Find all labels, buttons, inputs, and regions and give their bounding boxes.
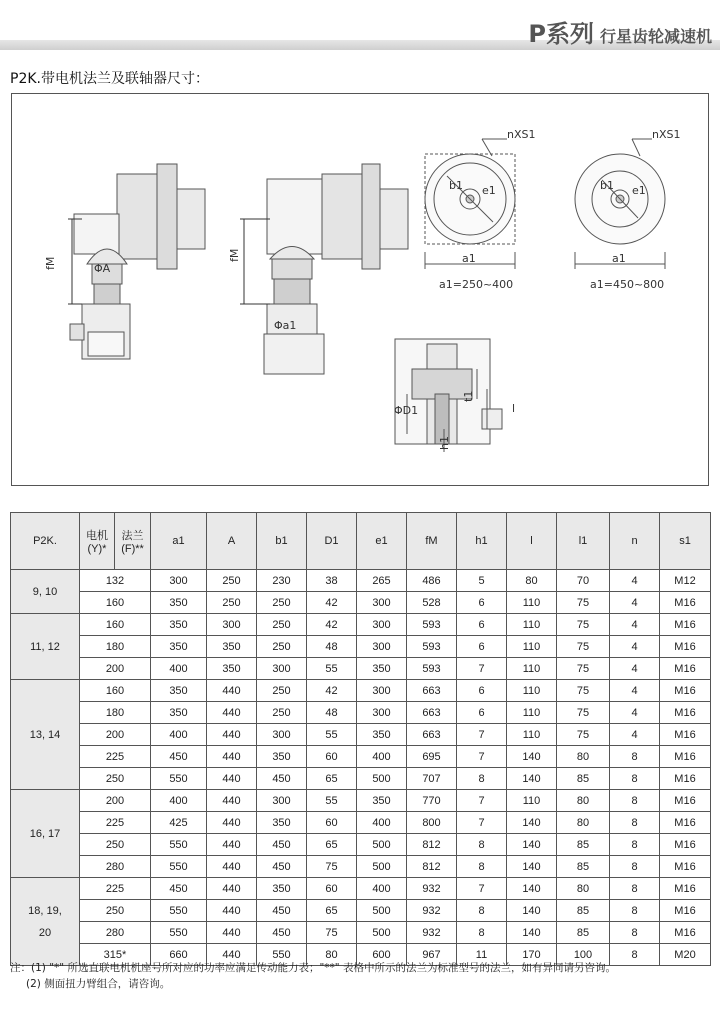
col-header-p2k: P2K. xyxy=(11,513,80,570)
table-cell: 80 xyxy=(557,878,610,900)
footnotes xyxy=(10,960,616,992)
table-cell: 695 xyxy=(407,746,457,768)
label-e1-a: e1 xyxy=(482,184,496,197)
group-label-line: 18, 19, xyxy=(28,904,62,917)
table-cell: 8 xyxy=(457,900,507,922)
page-header xyxy=(0,0,720,60)
flange-view-a xyxy=(425,139,515,269)
table-cell: M16 xyxy=(660,856,711,878)
table-row xyxy=(11,680,711,702)
motor-size-cell: 200 xyxy=(80,724,151,746)
table-cell: 85 xyxy=(557,768,610,790)
group-label xyxy=(11,790,80,878)
table-cell: 450 xyxy=(257,768,307,790)
group-label xyxy=(11,680,80,790)
table-cell: 75 xyxy=(557,592,610,614)
col-header-motor xyxy=(80,513,115,570)
coupling-section xyxy=(395,339,502,452)
table-cell: 80 xyxy=(557,746,610,768)
table-cell: 300 xyxy=(151,570,207,592)
table-cell: 42 xyxy=(307,592,357,614)
table-cell: M16 xyxy=(660,680,711,702)
table-cell: 8 xyxy=(457,856,507,878)
table-cell: 300 xyxy=(257,724,307,746)
motor-size-cell: 250 xyxy=(80,834,151,856)
table-cell: 350 xyxy=(257,878,307,900)
col-header: l xyxy=(507,513,557,570)
label-b1-a: b1 xyxy=(449,179,463,192)
motor-size-cell: 250 xyxy=(80,768,151,790)
table-cell: 60 xyxy=(307,812,357,834)
table-cell: 300 xyxy=(357,636,407,658)
table-cell: 80 xyxy=(557,790,610,812)
table-cell: 932 xyxy=(407,922,457,944)
technical-drawing xyxy=(11,93,709,486)
col-header: s1 xyxy=(660,513,711,570)
dimension-table xyxy=(10,512,711,966)
table-cell: M16 xyxy=(660,834,711,856)
table-cell: M20 xyxy=(660,944,711,966)
table-cell: 812 xyxy=(407,834,457,856)
table-cell: 110 xyxy=(507,680,557,702)
motor-size-cell: 225 xyxy=(80,878,151,900)
table-cell: 350 xyxy=(257,746,307,768)
col-header-flange xyxy=(115,513,151,570)
table-row xyxy=(11,702,711,724)
table-cell: 6 xyxy=(457,680,507,702)
table-cell: 75 xyxy=(557,658,610,680)
table-cell: 48 xyxy=(307,636,357,658)
group-label-line: 9, 10 xyxy=(32,585,58,598)
motor-size-cell: 225 xyxy=(80,812,151,834)
motor-size-cell: 132 xyxy=(80,570,151,592)
table-cell: 110 xyxy=(507,592,557,614)
table-cell: 350 xyxy=(207,658,257,680)
table-cell: 500 xyxy=(357,834,407,856)
table-cell: 932 xyxy=(407,878,457,900)
table-cell: 450 xyxy=(257,900,307,922)
label-h1: h1 xyxy=(438,436,451,450)
table-cell: 60 xyxy=(307,746,357,768)
table-cell: M16 xyxy=(660,614,711,636)
flange-code: (F)** xyxy=(121,543,144,555)
table-cell: 4 xyxy=(610,636,660,658)
label-l: l xyxy=(512,402,516,415)
table-cell: 450 xyxy=(151,746,207,768)
table-cell: 250 xyxy=(207,570,257,592)
table-cell: 440 xyxy=(207,900,257,922)
table-cell: 8 xyxy=(610,900,660,922)
table-cell: 440 xyxy=(207,834,257,856)
table-cell: 500 xyxy=(357,922,407,944)
label-e1-b: e1 xyxy=(632,184,646,197)
gearbox-view-middle xyxy=(240,164,408,374)
table-cell: 38 xyxy=(307,570,357,592)
motor-size-cell: 200 xyxy=(80,658,151,680)
table-cell: 550 xyxy=(151,834,207,856)
table-cell: M16 xyxy=(660,878,711,900)
table-cell: 75 xyxy=(557,680,610,702)
table-cell: 350 xyxy=(357,724,407,746)
table-row xyxy=(11,614,711,636)
table-cell: M16 xyxy=(660,922,711,944)
table-cell: 4 xyxy=(610,724,660,746)
table-header-row xyxy=(11,513,711,570)
table-body xyxy=(11,570,711,966)
table-cell: 65 xyxy=(307,900,357,922)
footnote-1: 注：(1) "*" 所选直联电机机座号所对应的功率应满足传动能力表；"**" 表格中所示的法兰为标准型号的法兰，如有异同请另咨询。 xyxy=(10,962,616,974)
table-cell: 140 xyxy=(507,746,557,768)
table-cell: 42 xyxy=(307,614,357,636)
label-range-a: a1=250~400 xyxy=(439,278,514,291)
table-row xyxy=(11,724,711,746)
table-cell: 350 xyxy=(357,790,407,812)
table-cell: 350 xyxy=(207,636,257,658)
series-subtitle: 行星齿轮减速机 xyxy=(599,27,712,46)
table-cell: M16 xyxy=(660,724,711,746)
table-cell: M16 xyxy=(660,636,711,658)
table-cell: 140 xyxy=(507,834,557,856)
table-cell: 350 xyxy=(151,592,207,614)
table-row xyxy=(11,922,711,944)
table-cell: 440 xyxy=(207,944,257,966)
motor-label: 电机 xyxy=(86,530,108,542)
table-cell: 450 xyxy=(257,834,307,856)
table-cell: 350 xyxy=(151,680,207,702)
table-cell: 500 xyxy=(357,856,407,878)
motor-size-cell: 180 xyxy=(80,702,151,724)
table-cell: 350 xyxy=(151,702,207,724)
series-name: P系列 xyxy=(528,20,594,48)
table-cell: 7 xyxy=(457,812,507,834)
group-label-line: 11, 12 xyxy=(30,640,60,653)
table-cell: 486 xyxy=(407,570,457,592)
table-cell: 8 xyxy=(610,878,660,900)
table-cell: 65 xyxy=(307,834,357,856)
table-cell: 140 xyxy=(507,878,557,900)
table-cell: 70 xyxy=(557,570,610,592)
group-label-line: 16, 17 xyxy=(29,827,61,840)
table-row xyxy=(11,636,711,658)
label-range-b: a1=450~800 xyxy=(590,278,665,291)
table-cell: 593 xyxy=(407,614,457,636)
table-cell: 4 xyxy=(610,570,660,592)
table-cell: 663 xyxy=(407,724,457,746)
table-cell: 440 xyxy=(207,724,257,746)
table-cell: 300 xyxy=(207,614,257,636)
table-cell: 300 xyxy=(257,790,307,812)
table-cell: 250 xyxy=(257,702,307,724)
table-cell: 6 xyxy=(457,636,507,658)
table-cell: 8 xyxy=(610,746,660,768)
group-label xyxy=(11,878,80,966)
table-cell: 65 xyxy=(307,768,357,790)
table-cell: 60 xyxy=(307,878,357,900)
motor-size-cell: 160 xyxy=(80,680,151,702)
table-cell: M16 xyxy=(660,768,711,790)
table-cell: 42 xyxy=(307,680,357,702)
table-cell: M16 xyxy=(660,900,711,922)
table-cell: 4 xyxy=(610,658,660,680)
table-cell: 8 xyxy=(610,768,660,790)
gearbox-view-left xyxy=(68,164,205,359)
table-row xyxy=(11,768,711,790)
table-cell: 75 xyxy=(557,702,610,724)
motor-size-cell: 225 xyxy=(80,746,151,768)
table-cell: 250 xyxy=(257,614,307,636)
table-row xyxy=(11,570,711,592)
table-cell: 110 xyxy=(507,790,557,812)
group-label xyxy=(11,614,80,680)
table-cell: 300 xyxy=(257,658,307,680)
table-cell: 8 xyxy=(610,856,660,878)
table-cell: 7 xyxy=(457,790,507,812)
table-cell: 400 xyxy=(357,746,407,768)
table-cell: 350 xyxy=(151,636,207,658)
table-cell: 250 xyxy=(257,680,307,702)
table-cell: 400 xyxy=(357,812,407,834)
table-cell: M16 xyxy=(660,746,711,768)
table-cell: 663 xyxy=(407,702,457,724)
label-nxs1-a: nXS1 xyxy=(507,128,536,141)
table-row xyxy=(11,834,711,856)
table-cell: 800 xyxy=(407,812,457,834)
motor-size-cell: 160 xyxy=(80,614,151,636)
table-cell: 300 xyxy=(357,592,407,614)
group-label-line: 20 xyxy=(38,926,52,939)
table-cell: 550 xyxy=(151,922,207,944)
table-cell: 7 xyxy=(457,658,507,680)
table-cell: 265 xyxy=(357,570,407,592)
table-cell: 663 xyxy=(407,680,457,702)
table-cell: M16 xyxy=(660,702,711,724)
table-cell: 4 xyxy=(610,702,660,724)
table-cell: 425 xyxy=(151,812,207,834)
table-cell: M16 xyxy=(660,812,711,834)
table-cell: 770 xyxy=(407,790,457,812)
series-title xyxy=(528,14,712,49)
table-cell: 250 xyxy=(257,592,307,614)
table-cell: 85 xyxy=(557,922,610,944)
table-cell: 8 xyxy=(457,768,507,790)
table-cell: 8 xyxy=(457,834,507,856)
table-cell: 6 xyxy=(457,592,507,614)
table-cell: 350 xyxy=(357,658,407,680)
label-a1-a: a1 xyxy=(462,252,476,265)
table-cell: 350 xyxy=(151,614,207,636)
col-header: b1 xyxy=(257,513,307,570)
table-cell: 75 xyxy=(557,614,610,636)
table-row xyxy=(11,856,711,878)
col-header: l1 xyxy=(557,513,610,570)
table-row xyxy=(11,900,711,922)
table-cell: 250 xyxy=(207,592,257,614)
table-cell: 5 xyxy=(457,570,507,592)
table-row xyxy=(11,790,711,812)
table-cell: 350 xyxy=(257,812,307,834)
table-cell: 8 xyxy=(610,922,660,944)
table-cell: 55 xyxy=(307,790,357,812)
label-t1: t1 xyxy=(462,390,475,402)
table-cell: 4 xyxy=(610,614,660,636)
table-cell: 140 xyxy=(507,812,557,834)
motor-size-cell: 200 xyxy=(80,790,151,812)
table-cell: 550 xyxy=(151,768,207,790)
table-cell: 85 xyxy=(557,900,610,922)
table-cell: 450 xyxy=(257,856,307,878)
table-cell: 300 xyxy=(357,614,407,636)
table-cell: 400 xyxy=(357,878,407,900)
col-header: D1 xyxy=(307,513,357,570)
table-cell: 110 xyxy=(507,658,557,680)
table-cell: 8 xyxy=(457,922,507,944)
table-cell: 4 xyxy=(610,680,660,702)
table-cell: 250 xyxy=(257,636,307,658)
motor-size-cell: 160 xyxy=(80,592,151,614)
label-fM-mid: fM xyxy=(228,248,241,262)
motor-size-cell: 280 xyxy=(80,922,151,944)
table-cell: 85 xyxy=(557,834,610,856)
table-cell: 593 xyxy=(407,636,457,658)
table-cell: 528 xyxy=(407,592,457,614)
table-cell: 80 xyxy=(507,570,557,592)
table-cell: 55 xyxy=(307,724,357,746)
table-cell: 80 xyxy=(557,812,610,834)
label-fM-left: fM xyxy=(44,256,57,270)
motor-size-cell: 280 xyxy=(80,856,151,878)
table-cell: 140 xyxy=(507,768,557,790)
table-cell: 75 xyxy=(307,856,357,878)
motor-size-cell: 180 xyxy=(80,636,151,658)
flange-view-b xyxy=(575,139,665,269)
table-cell: 8 xyxy=(610,812,660,834)
table-cell: 7 xyxy=(457,724,507,746)
table-cell: 500 xyxy=(357,768,407,790)
table-cell: M16 xyxy=(660,592,711,614)
table-cell: 48 xyxy=(307,702,357,724)
table-cell: 550 xyxy=(257,944,307,966)
table-cell: 400 xyxy=(151,790,207,812)
table-cell: 707 xyxy=(407,768,457,790)
table-cell: 550 xyxy=(151,900,207,922)
table-cell: 967 xyxy=(407,944,457,966)
label-phia1: Φa1 xyxy=(274,319,297,332)
table-cell: 75 xyxy=(557,636,610,658)
table-cell: 4 xyxy=(610,592,660,614)
table-cell: 450 xyxy=(257,922,307,944)
table-cell: M16 xyxy=(660,658,711,680)
table-cell: 110 xyxy=(507,724,557,746)
table-cell: 400 xyxy=(151,658,207,680)
table-cell: 230 xyxy=(257,570,307,592)
table-cell: 440 xyxy=(207,768,257,790)
table-cell: 7 xyxy=(457,878,507,900)
table-cell: 440 xyxy=(207,856,257,878)
table-cell: 550 xyxy=(151,856,207,878)
table-cell: 400 xyxy=(151,724,207,746)
table-cell: 600 xyxy=(357,944,407,966)
table-cell: 110 xyxy=(507,636,557,658)
table-cell: 110 xyxy=(507,614,557,636)
table-cell: 6 xyxy=(457,702,507,724)
table-cell: 440 xyxy=(207,680,257,702)
table-cell: 140 xyxy=(507,922,557,944)
label-phiD1: ΦD1 xyxy=(394,404,419,417)
col-header: n xyxy=(610,513,660,570)
table-cell: 660 xyxy=(151,944,207,966)
table-row xyxy=(11,812,711,834)
table-cell: 812 xyxy=(407,856,457,878)
table-cell: 7 xyxy=(457,746,507,768)
group-label-line: 13, 14 xyxy=(29,728,61,741)
table-cell: 170 xyxy=(507,944,557,966)
table-row xyxy=(11,746,711,768)
table-cell: 440 xyxy=(207,790,257,812)
table-cell: 140 xyxy=(507,900,557,922)
table-cell: 440 xyxy=(207,922,257,944)
section-title: P2K.带电机法兰及联轴器尺寸： xyxy=(10,71,209,87)
table-cell: 55 xyxy=(307,658,357,680)
label-b1-b: b1 xyxy=(600,179,614,192)
table-cell: 11 xyxy=(457,944,507,966)
table-cell: M16 xyxy=(660,790,711,812)
table-cell: 8 xyxy=(610,834,660,856)
table-cell: 440 xyxy=(207,702,257,724)
col-header: e1 xyxy=(357,513,407,570)
table-cell: 75 xyxy=(307,922,357,944)
drawing-svg xyxy=(12,94,710,487)
table-cell: M12 xyxy=(660,570,711,592)
col-header: A xyxy=(207,513,257,570)
label-phiA: ΦA xyxy=(94,262,111,275)
table-cell: 75 xyxy=(557,724,610,746)
motor-code: (Y)* xyxy=(87,543,107,555)
table-cell: 440 xyxy=(207,746,257,768)
table-row xyxy=(11,878,711,900)
label-nxs1-b: nXS1 xyxy=(652,128,681,141)
label-a1-b: a1 xyxy=(612,252,626,265)
table-cell: 100 xyxy=(557,944,610,966)
table-cell: 80 xyxy=(307,944,357,966)
table-cell: 8 xyxy=(610,944,660,966)
table-cell: 300 xyxy=(357,702,407,724)
flange-label: 法兰 xyxy=(121,530,144,542)
table-cell: 140 xyxy=(507,856,557,878)
col-header: fM xyxy=(407,513,457,570)
motor-size-cell: 250 xyxy=(80,900,151,922)
table-cell: 6 xyxy=(457,614,507,636)
col-header: h1 xyxy=(457,513,507,570)
table-cell: 85 xyxy=(557,856,610,878)
table-cell: 932 xyxy=(407,900,457,922)
table-cell: 300 xyxy=(357,680,407,702)
table-row xyxy=(11,592,711,614)
group-label xyxy=(11,570,80,614)
table-cell: 440 xyxy=(207,878,257,900)
col-header: a1 xyxy=(151,513,207,570)
footnote-2: (2) 侧面扭力臂组合，请咨询。 xyxy=(26,978,171,990)
table-cell: 8 xyxy=(610,790,660,812)
table-cell: 440 xyxy=(207,812,257,834)
table-cell: 110 xyxy=(507,702,557,724)
motor-size-cell: 315* xyxy=(80,944,151,966)
table-cell: 500 xyxy=(357,900,407,922)
table-cell: 593 xyxy=(407,658,457,680)
table-cell: 450 xyxy=(151,878,207,900)
table-row xyxy=(11,658,711,680)
